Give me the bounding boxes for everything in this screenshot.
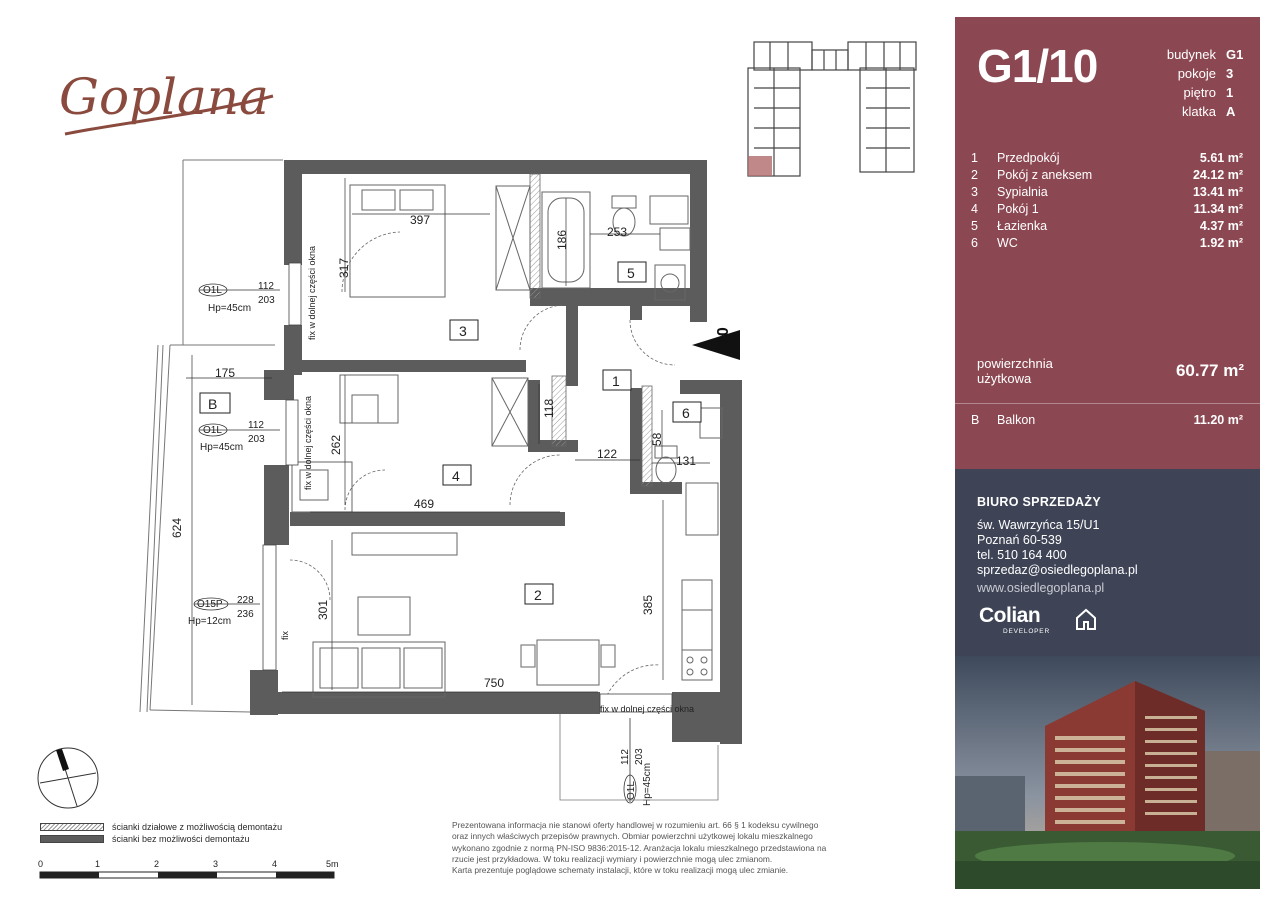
room-row: 4 Pokój 1 11.34 m² [971, 202, 1243, 216]
window-4-height: 203 [634, 748, 645, 765]
window-3-code: O15P [197, 599, 223, 610]
sales-office-panel [955, 469, 1260, 656]
window-2-height: 203 [248, 434, 265, 445]
site-key-plan [740, 38, 930, 178]
room-row: 2 Pokój z aneksem 24.12 m² [971, 168, 1243, 182]
office-phone[interactable]: tel. 510 164 400 [977, 548, 1067, 562]
window-fix-note-2: fix w dolnej części okna [303, 395, 313, 490]
legend-solid [40, 833, 282, 845]
unit-meta [1120, 45, 1244, 121]
balcony-tag: B [208, 396, 218, 412]
meta-row: klatka A [1182, 104, 1236, 119]
developer-name: Colian [979, 604, 1041, 627]
room-number-5: 5 [627, 265, 635, 281]
window-2-code: O1L [203, 425, 222, 436]
legend-hatched [40, 821, 282, 833]
legend-hatched-label: ścianki działowe z możliwością demontażu [112, 822, 283, 832]
window-3-hp: Hp=12cm [188, 616, 232, 627]
room-row: 6 WC 1.92 m² [971, 236, 1243, 250]
room-number-6: 6 [682, 405, 690, 421]
dim-186: 186 [555, 229, 569, 250]
dim-262: 262 [329, 434, 343, 455]
office-email[interactable]: sprzedaz@osiedlegoplana.pl [977, 563, 1138, 577]
window-3-height: 236 [237, 609, 254, 620]
meta-row: pokoje 3 [1177, 66, 1234, 81]
meta-row: piętro 1 [1183, 85, 1234, 100]
dim-253: 253 [607, 225, 628, 239]
window-1-height: 203 [258, 295, 275, 306]
dim-397: 397 [410, 213, 431, 227]
dim-624: 624 [170, 517, 184, 538]
window-fix-note-4: fix w dolnej części okna [600, 704, 695, 714]
goplana-logo [55, 52, 280, 142]
dim-131: 131 [676, 454, 697, 468]
disclaimer-line: oraz innych właściwych przepisów prawnych. Obmiar powierzchni użytkowej lokalu mieszkalnego [452, 831, 813, 842]
room-list [971, 150, 1243, 252]
dim-385: 385 [641, 594, 655, 615]
office-title: BIURO SPRZEDAŻY [977, 495, 1101, 509]
window-2-width: 112 [248, 420, 264, 431]
window-3-width: 228 [237, 595, 254, 606]
window-2-hp: Hp=45cm [200, 442, 244, 453]
window-1-hp: Hp=45cm [208, 303, 252, 314]
window-4-width: 112 [620, 749, 631, 765]
usable-area-value: 60.77 m² [1175, 361, 1244, 380]
disclaimer [452, 820, 902, 876]
legend-solid-label: ścianki bez możliwości demontażu [112, 834, 250, 844]
unit-info-panel [955, 17, 1260, 469]
office-website[interactable]: www.osiedlegoplana.pl [977, 581, 1105, 595]
scale-tick-3: 3 [213, 859, 219, 869]
scale-tick-0: 0 [38, 859, 44, 869]
logo-text: Goplana [59, 68, 269, 126]
solid-swatch [40, 835, 104, 843]
wall-legend [40, 821, 282, 845]
building-render-image [955, 656, 1260, 889]
dim-469: 469 [414, 497, 435, 511]
dim-58: 58 [650, 432, 664, 446]
window-4-code: O1L [626, 781, 637, 800]
office-contact [977, 518, 1138, 578]
developer-sub: DEVELOPER [1003, 628, 1050, 635]
disclaimer-line: wykonano zgodnie z normą PN-ISO 9836:2015-12. Aranżacja lokalu mieszkalnego przedstawiona na [452, 842, 827, 853]
room-number-1: 1 [612, 373, 620, 389]
dim-122: 122 [597, 447, 618, 461]
dim-301: 301 [316, 599, 330, 620]
hatched-swatch [40, 823, 104, 831]
disclaimer-line: Prezentowana informacja nie stanowi oferty handlowej w rozumieniu art. 66 § 1 kodeksu cywilnego [452, 820, 819, 830]
room-number-3: 3 [459, 323, 467, 339]
dim-750: 750 [484, 676, 505, 690]
dim-317: 317 [337, 257, 351, 278]
meta-row: budynek G1 [1166, 47, 1244, 62]
scale-tick-4: 4 [272, 859, 278, 869]
house-icon [1074, 607, 1098, 631]
entrance-number: 10 [715, 327, 732, 345]
scale-bar [36, 858, 356, 888]
room-row: 3 Sypialnia 13.41 m² [971, 185, 1243, 199]
window-1-width: 112 [258, 281, 274, 292]
dim-175: 175 [215, 366, 236, 380]
unit-title: G1/10 [977, 40, 1098, 92]
room-number-2: 2 [534, 587, 542, 603]
usable-area-label: powierzchnia użytkowa [977, 356, 1053, 386]
dim-118: 118 [542, 398, 556, 418]
window-fix-note-3: fix [280, 631, 290, 640]
room-row: 1 Przedpokój 5.61 m² [971, 151, 1243, 165]
room-number-4: 4 [452, 468, 460, 484]
panel-divider [955, 403, 1260, 404]
window-fix-note-1: fix w dolnej części okna [307, 245, 317, 340]
floor-plan [0, 150, 760, 810]
room-row: 5 Łazienka 4.37 m² [971, 219, 1243, 233]
office-address-2: Poznań 60-539 [977, 533, 1062, 547]
window-4-hp: Hp=45cm [642, 762, 653, 806]
disclaimer-line: rzucie jest przykładowa. W toku realizacji wymiary i powierzchnie mogą ulec zmianom. [452, 853, 773, 864]
window-1-code: O1L [203, 285, 222, 296]
developer-logo [979, 604, 1099, 636]
office-address-1: św. Wawrzyńca 15/U1 [977, 518, 1100, 532]
scale-tick-1: 1 [95, 859, 101, 869]
scale-tick-2: 2 [154, 859, 160, 869]
compass-icon [35, 745, 101, 811]
balcony-row: B Balkon 11.20 m² [971, 413, 1243, 427]
disclaimer-line: Karta prezentuje poglądowe schematy instalacji, które w toku realizacji mogą ulec zmianie. [452, 865, 789, 876]
scale-tick-5: 5m [326, 859, 339, 869]
